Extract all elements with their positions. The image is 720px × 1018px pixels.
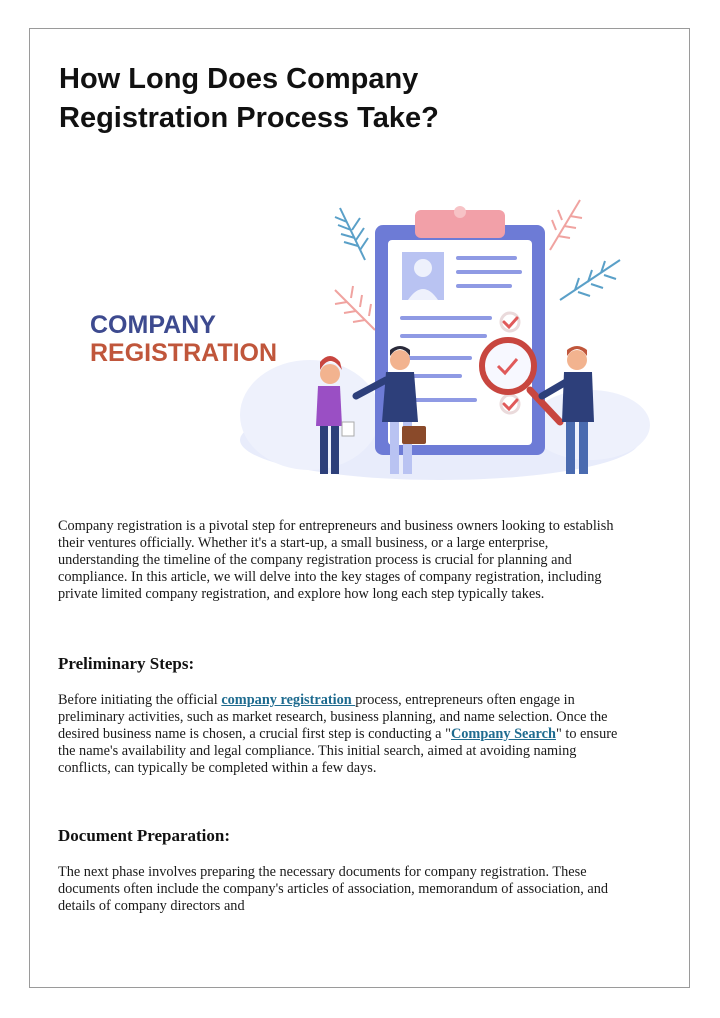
leaf-decoration-left <box>335 208 368 260</box>
article-title: How Long Does Company Registration Process Take? <box>59 63 439 134</box>
document-preparation-paragraph: The next phase involves preparing the necessary documents for company registration. These documents often include the company's articles of association, memorandum of association, and details of company directors and <box>58 864 609 914</box>
section-heading-preliminary: Preliminary Steps: <box>58 654 195 673</box>
intro-paragraph: Company registration is a pivotal step for entrepreneurs and business owners looking to establish their ventures officially. Whether it's a start-up, a small business, or a large enterprise, understanding the timeline of the company registration process is crucial for planning and compliance. In this article, we will delve into the key stages of company registration, including private limited company registration, and explore how long each step typically takes. <box>58 518 614 602</box>
company-registration-illustration <box>90 190 660 490</box>
company-search-link[interactable]: Company Search <box>450 726 556 742</box>
briefcase-icon <box>402 426 426 444</box>
hero-title-company: COMPANY <box>90 311 216 339</box>
section-heading-document-preparation: Document Preparation: <box>58 826 231 845</box>
company-registration-link[interactable]: company registration <box>221 692 356 708</box>
preliminary-paragraph: Before initiating the official company registration process, entrepreneurs often engage in preliminary activities, such as market research, business planning, and name selection. Once the desired business name is chosen, a crucial first step is conducting a "Company Search" to ensure the name's availability and legal compliance. This initial search, aimed at avoiding naming conflicts, can typically be completed within a few days. <box>58 692 618 776</box>
leaf-decoration-right <box>560 260 620 300</box>
hero-title-registration: REGISTRATION <box>90 339 278 367</box>
